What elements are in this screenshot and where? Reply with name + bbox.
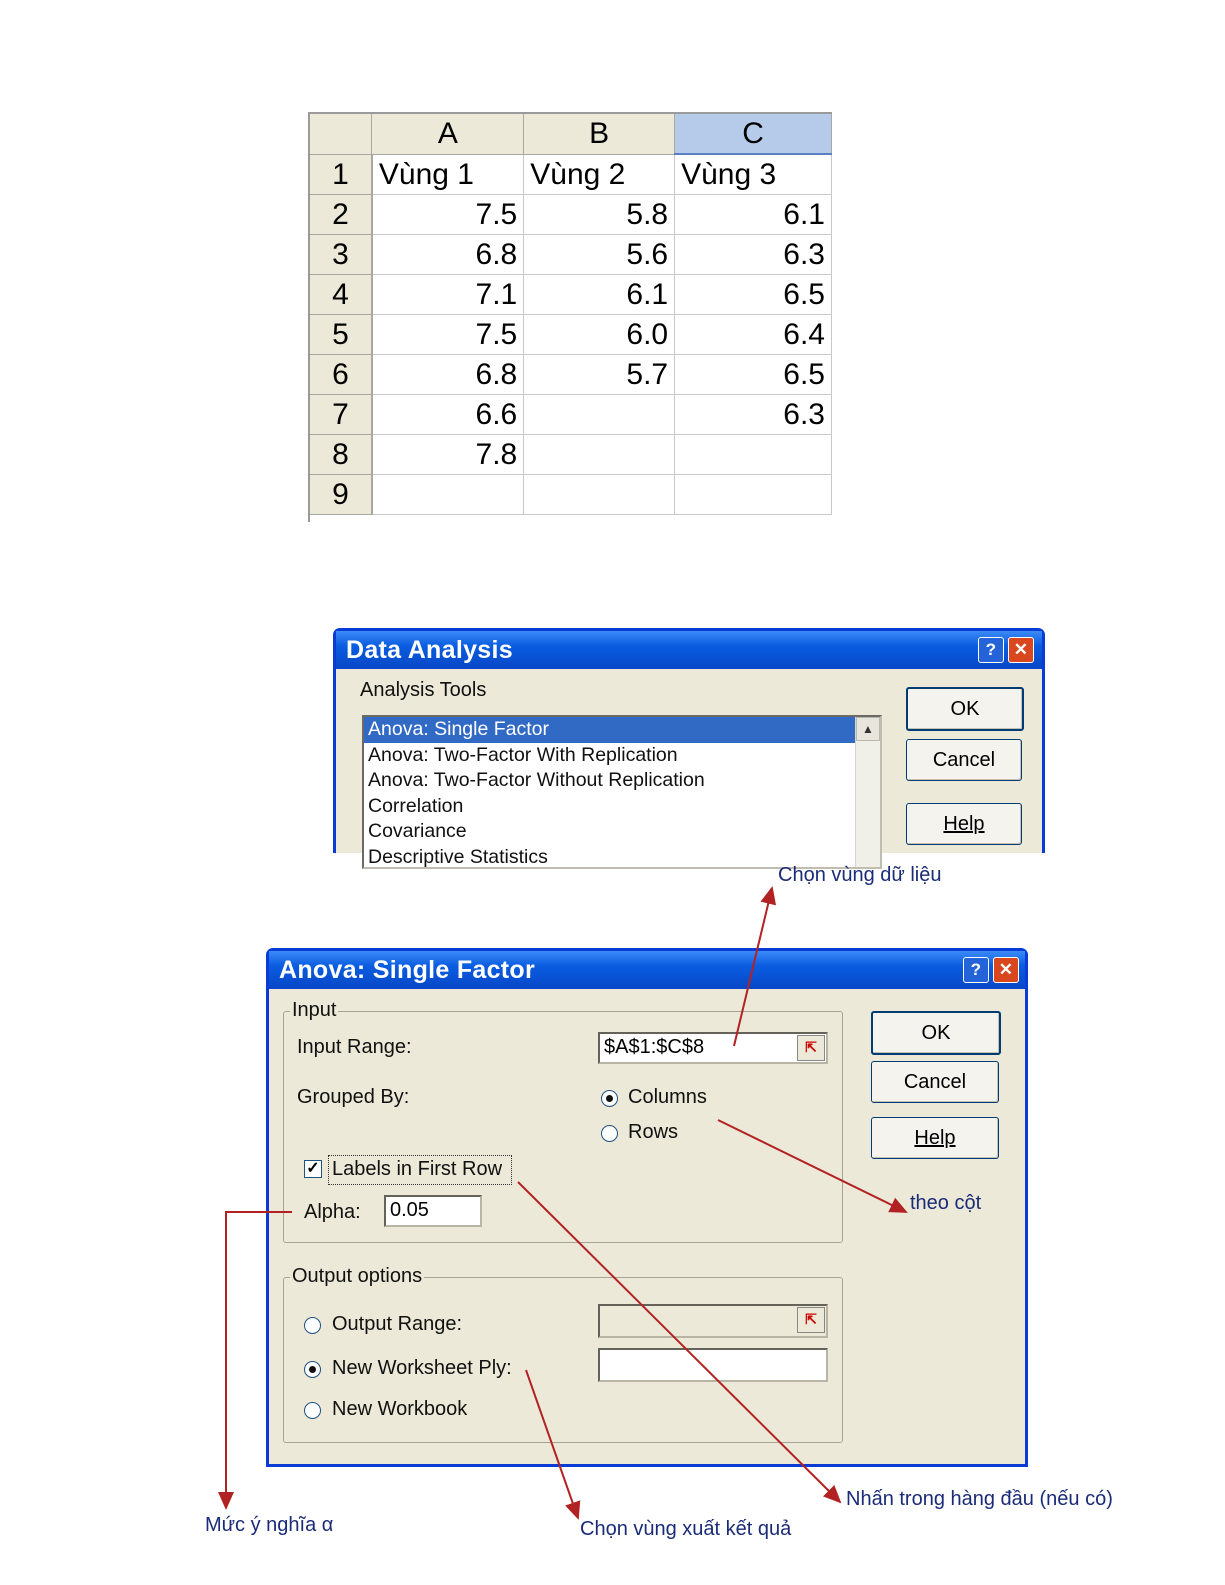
row-header[interactable]: 4: [310, 275, 372, 315]
cell[interactable]: 6.8: [372, 235, 524, 275]
rows-label[interactable]: Rows: [628, 1121, 679, 1143]
arrow-output: [526, 1370, 578, 1518]
cell[interactable]: 5.8: [524, 195, 675, 235]
grouped-by-label: Grouped By:: [297, 1086, 410, 1108]
list-item[interactable]: Correlation: [368, 794, 464, 817]
annotation-alpha: Mức ý nghĩa α: [205, 1514, 334, 1536]
row-header[interactable]: 3: [310, 235, 372, 275]
list-item[interactable]: Anova: Two-Factor With Replication: [368, 743, 678, 766]
input-range-label: Input Range:: [297, 1036, 412, 1058]
cell[interactable]: 6.5: [675, 355, 832, 395]
cell[interactable]: 7.5: [372, 315, 524, 355]
annotation-output: Chọn vùng xuất kết quả: [580, 1518, 792, 1540]
labels-first-row-checkbox[interactable]: ✓: [304, 1160, 322, 1178]
arrow-alpha: [226, 1212, 292, 1508]
new-workbook-label[interactable]: New Workbook: [332, 1398, 468, 1420]
cell[interactable]: 5.6: [524, 235, 675, 275]
list-item[interactable]: Covariance: [368, 820, 467, 842]
arrow-labels: [518, 1182, 840, 1502]
range-picker-icon[interactable]: ⇱: [797, 1307, 825, 1333]
cell[interactable]: 6.1: [675, 195, 832, 235]
cell[interactable]: 6.5: [675, 275, 832, 315]
row-header[interactable]: 8: [310, 435, 372, 475]
cell[interactable]: 7.5: [372, 195, 524, 235]
annotation-labels: Nhấn trong hàng đầu (nếu có): [846, 1488, 1113, 1510]
list-item[interactable]: Anova: Two-Factor Without Replication: [368, 769, 705, 791]
cell[interactable]: 7.1: [372, 275, 524, 315]
help-icon[interactable]: ?: [978, 637, 1004, 663]
cell[interactable]: Vùng 2: [524, 154, 675, 195]
cell[interactable]: 7.8: [372, 435, 524, 475]
row-header[interactable]: 2: [310, 195, 372, 235]
cell[interactable]: 6.4: [675, 315, 832, 355]
analysis-tools-label: Analysis Tools: [360, 679, 487, 701]
columns-label[interactable]: Columns: [628, 1086, 707, 1108]
row-header[interactable]: 9: [310, 475, 372, 515]
input-group-title: Input: [292, 999, 337, 1021]
cell[interactable]: Vùng 3: [675, 154, 832, 195]
help-button[interactable]: Help: [871, 1117, 999, 1159]
input-range-value: $A$1:$C$8: [604, 1036, 705, 1058]
row-header[interactable]: 1: [310, 154, 372, 195]
column-header-a[interactable]: A: [372, 114, 524, 154]
cancel-button[interactable]: Cancel: [906, 739, 1022, 781]
scroll-up-icon[interactable]: ▲: [856, 717, 880, 741]
arrow-columns: [718, 1120, 906, 1212]
dialog-title: Anova: Single Factor: [279, 956, 536, 984]
cell[interactable]: 6.0: [524, 315, 675, 355]
cell[interactable]: Vùng 1: [372, 154, 524, 195]
close-icon[interactable]: ✕: [993, 957, 1019, 983]
alpha-label: Alpha:: [304, 1201, 361, 1223]
list-item[interactable]: Anova: Single Factor: [364, 717, 880, 743]
range-picker-icon[interactable]: ⇱: [797, 1035, 825, 1061]
new-worksheet-label[interactable]: New Worksheet Ply:: [332, 1357, 512, 1379]
column-header-c[interactable]: C: [675, 114, 832, 154]
ok-button[interactable]: OK: [906, 687, 1024, 731]
annotation-input-range: Chọn vùng dữ liệu: [778, 864, 942, 886]
column-header-b[interactable]: B: [524, 114, 675, 154]
row-header[interactable]: 6: [310, 355, 372, 395]
cell[interactable]: 6.6: [372, 395, 524, 435]
cell[interactable]: 6.8: [372, 355, 524, 395]
row-header[interactable]: 5: [310, 315, 372, 355]
alpha-input[interactable]: 0.05: [384, 1195, 482, 1227]
help-icon[interactable]: ?: [963, 957, 989, 983]
output-group-title: Output options: [292, 1265, 423, 1287]
row-header[interactable]: 7: [310, 395, 372, 435]
ok-button[interactable]: OK: [871, 1011, 1001, 1055]
arrow-input-range: [734, 888, 772, 1046]
list-item[interactable]: Descriptive Statistics: [368, 845, 548, 868]
cell[interactable]: 6.3: [675, 235, 832, 275]
cell[interactable]: 6.1: [524, 275, 675, 315]
cell[interactable]: 5.7: [524, 355, 675, 395]
help-button[interactable]: Help: [906, 803, 1022, 845]
output-range-label[interactable]: Output Range:: [332, 1313, 463, 1335]
cell[interactable]: 6.3: [675, 395, 832, 435]
labels-first-row-label[interactable]: Labels in First Row: [332, 1158, 503, 1180]
annotation-columns: theo cột: [910, 1192, 982, 1214]
dialog-title: Data Analysis: [346, 636, 513, 664]
cancel-button[interactable]: Cancel: [871, 1061, 999, 1103]
close-icon[interactable]: ✕: [1008, 637, 1034, 663]
